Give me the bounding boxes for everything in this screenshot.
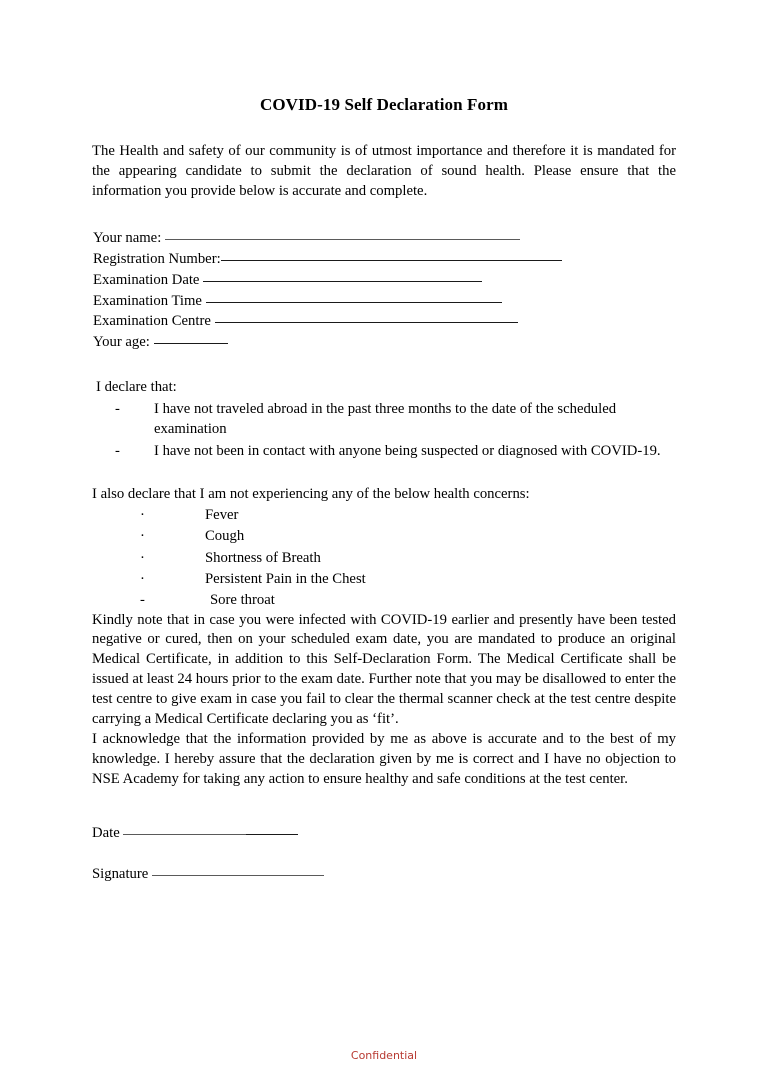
field-examination-time[interactable] xyxy=(93,291,676,312)
form-fields xyxy=(92,228,676,353)
middot-marker-icon: · xyxy=(140,570,145,587)
list-item xyxy=(92,590,676,610)
field-label-your-name: Your name: xyxy=(93,229,165,246)
health-concerns-list xyxy=(92,484,676,611)
declaration-list xyxy=(92,377,676,461)
field-label-registration-number: Registration Number: xyxy=(93,250,221,267)
field-signature[interactable] xyxy=(92,864,676,885)
list-item-text: Persistent Pain in the Chest xyxy=(205,570,366,587)
list-item xyxy=(92,399,676,440)
middot-marker-icon: · xyxy=(140,549,145,566)
footer-text: Confidential xyxy=(350,1049,418,1062)
field-input-line-your-age[interactable] xyxy=(154,343,228,344)
field-label-examination-centre: Examination Centre xyxy=(93,313,215,330)
list-item xyxy=(92,526,676,546)
medical-certificate-note-paragraph: Kindly note that in case you were infected with COVID-19 earlier and presently have been tested negative or cured, then on your scheduled exam date, you are mandated to produce an original Medical Certificate, in addition to this Self-Declaration Form. The Medical Certificate shall be issued at least 24 hours prior to the exam date. Further note that you may be disallowed to enter the test centre to give exam in case you fail to clear the thermal scanner check at the test centre despite carrying a Medical Certificate declaring you as ‘fit’. xyxy=(92,611,676,728)
signature-section xyxy=(92,823,676,884)
list-item xyxy=(92,548,676,568)
field-label-signature: Signature xyxy=(92,865,152,882)
list-item-text: Sore throat xyxy=(210,592,275,609)
list-item xyxy=(92,505,676,525)
list-item-text: Shortness of Breath xyxy=(205,549,321,566)
footer-confidential xyxy=(0,1049,768,1062)
field-label-examination-date: Examination Date xyxy=(93,271,204,288)
list-item xyxy=(92,441,676,462)
acknowledgement-paragraph: I acknowledge that the information provided by me as above is accurate and to the best of my knowledge. I hereby assure that the declaration given by me is correct and I have no objection to NSE Academy for taking any action to ensure healthy and safe conditions at the test center. xyxy=(92,731,676,788)
dash-marker-icon: - xyxy=(115,400,120,417)
list-item-text: I have not been in contact with anyone being suspected or diagnosed with COVID-19. xyxy=(154,442,661,459)
field-date[interactable] xyxy=(92,823,676,844)
dash-marker-icon: - xyxy=(140,592,145,609)
list-item xyxy=(92,569,676,589)
field-input-line-registration-number[interactable] xyxy=(221,260,562,261)
dash-marker-icon: - xyxy=(115,442,120,459)
field-input-line-date-primary[interactable] xyxy=(123,834,246,835)
field-label-examination-time: Examination Time xyxy=(93,292,206,309)
field-examination-centre[interactable] xyxy=(93,311,676,332)
intro-paragraph: The Health and safety of our community is of utmost importance and therefore it is mandated for the appearing candidate to submit the declaration of sound health. Please ensure that the information you provide below is accurate and complete. xyxy=(92,143,676,199)
field-input-line-date-secondary[interactable] xyxy=(246,834,298,835)
field-examination-date[interactable] xyxy=(93,270,676,291)
field-input-line-signature[interactable] xyxy=(152,875,324,876)
health-concerns-lead: I also declare that I am not experiencing any of the below health concerns: xyxy=(92,485,530,502)
field-input-line-examination-time[interactable] xyxy=(206,302,502,303)
list-item-text: I have not traveled abroad in the past three months to the date of the scheduled examination xyxy=(154,400,617,438)
field-label-date: Date xyxy=(92,825,124,842)
declaration-lead: I declare that: xyxy=(96,379,177,396)
field-input-line-examination-centre[interactable] xyxy=(215,322,518,323)
page-title: COVID-19 Self Declaration Form xyxy=(259,95,509,114)
middot-marker-icon: · xyxy=(140,507,145,524)
document-body xyxy=(92,0,676,885)
field-label-your-age: Your age: xyxy=(93,334,154,351)
field-input-line-your-name[interactable] xyxy=(165,239,520,240)
field-your-name[interactable] xyxy=(93,228,676,249)
field-your-age[interactable] xyxy=(93,332,676,353)
list-item-text: Fever xyxy=(205,507,239,524)
list-item-text: Cough xyxy=(205,528,245,545)
middot-marker-icon: · xyxy=(140,528,145,545)
field-input-line-examination-date[interactable] xyxy=(203,281,482,282)
field-registration-number[interactable] xyxy=(93,249,676,270)
